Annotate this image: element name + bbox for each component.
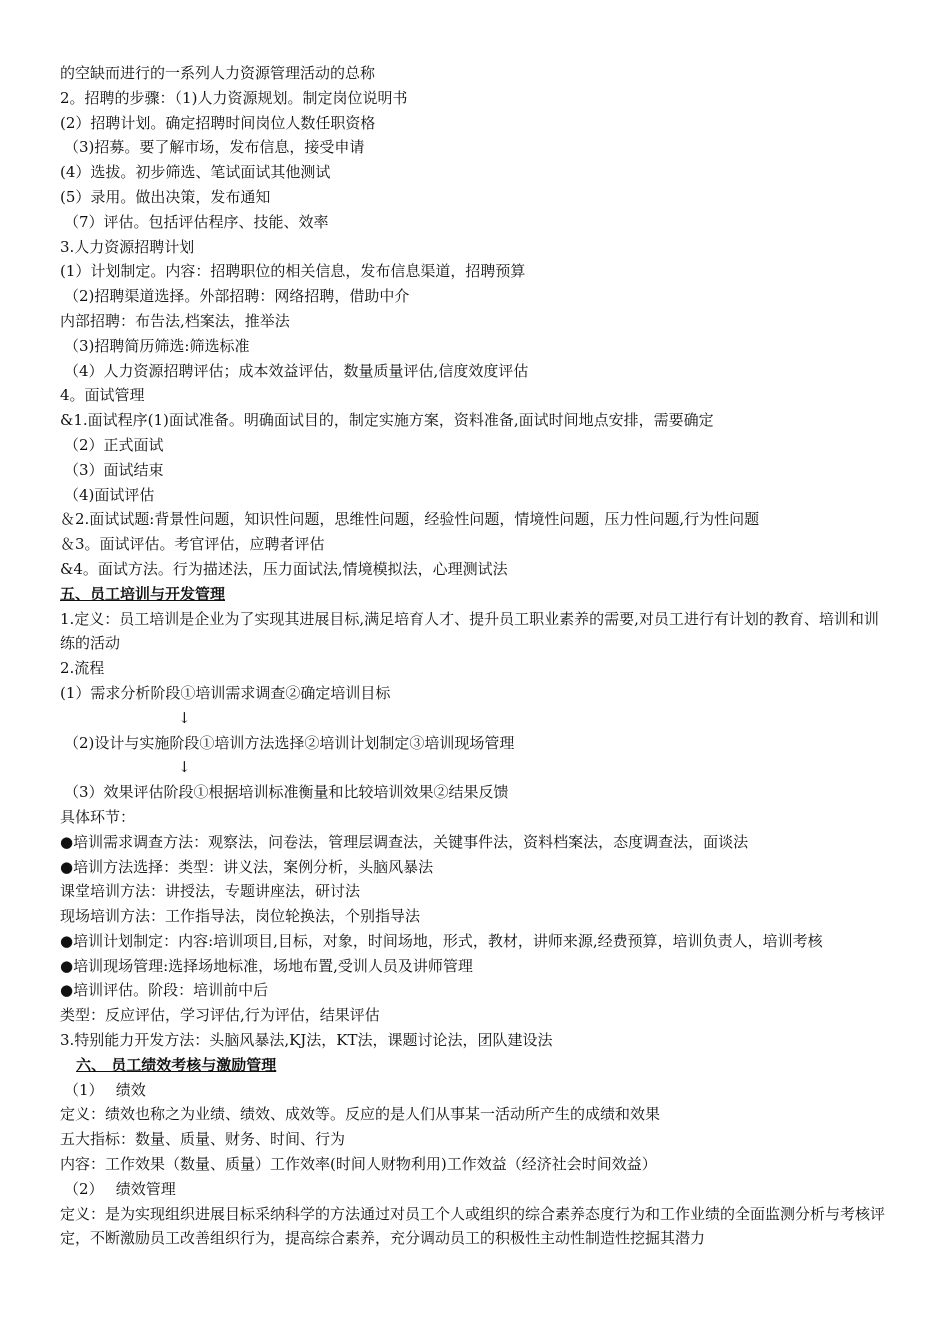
text-line: ＆3。面试评估。考官评估，应聘者评估 bbox=[60, 535, 325, 554]
text-line: （4)面试评估 bbox=[64, 485, 155, 504]
bullet-item: ●培训计划制定：内容:培训项目,目标，对象，时间场地，形式，教材，讲师来源,经费预算，培训负责人，培训考核 bbox=[60, 931, 823, 950]
text-line: 内容：工作效果（数量、质量）工作效率(时间人财物利用)工作效益（经济社会时间效益） bbox=[60, 1155, 657, 1174]
text-line: ＆2.面试试题:背景性问题，知识性问题，思维性问题，经验性问题，情境性问题，压力性问题,行为性问题 bbox=[60, 510, 760, 529]
text-paragraph: 定义：是为实现组织进展目标采纳科学的方法通过对员工个人或组织的综合素养态度行为和工作业绩的全面监测分析与考核评定，不断激励员工改善组织行为，提高综合素养，充分调动员工的积极性主动性制造性挖掘其潜力 bbox=[60, 1204, 886, 1248]
text-line: (1）计划制定。内容：招聘职位的相关信息，发布信息渠道，招聘预算 bbox=[60, 262, 526, 281]
bullet-item: ●培训现场管理:选择场地标准，场地布置,受训人员及讲师管理 bbox=[60, 956, 473, 975]
bullet-item: ●培训评估。阶段：培训前中后 bbox=[60, 981, 269, 1000]
text-line: &4。面试方法。行为描述法，压力面试法,情境模拟法，心理测试法 bbox=[60, 559, 508, 578]
text-line: （2）正式面试 bbox=[64, 435, 164, 454]
text-line: 内部招聘：布告法,档案法，推举法 bbox=[60, 311, 290, 330]
text-line: (1）需求分析阶段①培训需求调查②确定培训目标 bbox=[60, 683, 391, 702]
text-line: （7）评估。包括评估程序、技能、效率 bbox=[64, 212, 329, 231]
text-line: （4）人力资源招聘评估；成本效益评估，数量质量评估,信度效度评估 bbox=[64, 361, 529, 380]
text-line: (2）招聘计划。确定招聘时间岗位人数任职资格 bbox=[60, 113, 376, 132]
document-body bbox=[60, 61, 892, 1251]
text-line: （3)招聘简历筛选:筛选标准 bbox=[64, 336, 250, 355]
text-line: 2.流程 bbox=[60, 659, 105, 678]
text-line: 定义：绩效也称之为业绩、绩效、成效等。反应的是人们从事某一活动所产生的成绩和效果 bbox=[60, 1105, 661, 1124]
text-line: 现场培训方法：工作指导法，岗位轮换法，个别指导法 bbox=[60, 907, 421, 926]
text-line: （2)设计与实施阶段①培训方法选择②培训计划制定③培训现场管理 bbox=[64, 733, 515, 752]
section-heading-training: 五、员工培训与开发管理 bbox=[60, 584, 226, 603]
text-line: （3）面试结束 bbox=[64, 460, 164, 479]
text-line: 的空缺而进行的一系列人力资源管理活动的总称 bbox=[60, 64, 376, 82]
text-line: (4）选拔。初步筛选、笔试面试其他测试 bbox=[60, 163, 331, 182]
bullet-item: ●培训方法选择：类型：讲义法，案例分析，头脑风暴法 bbox=[60, 857, 434, 876]
text-line: （2)招聘渠道选择。外部招聘：网络招聘，借助中介 bbox=[64, 287, 410, 306]
text-line: 课堂培训方法：讲授法，专题讲座法，研讨法 bbox=[60, 882, 361, 901]
text-line: 类型：反应评估，学习评估,行为评估，结果评估 bbox=[60, 1006, 380, 1025]
text-line: （1） 绩效 bbox=[64, 1080, 146, 1099]
text-line: （3)招募。要了解市场，发布信息，接受申请 bbox=[64, 138, 365, 157]
text-line: &1.面试程序(1)面试准备。明确面试目的，制定实施方案，资料准备,面试时间地点安排，需要确定 bbox=[60, 411, 714, 430]
down-arrow-icon: ↓ bbox=[178, 758, 191, 777]
text-line: 3.人力资源招聘计划 bbox=[60, 237, 195, 256]
text-line: （3）效果评估阶段①根据培训标准衡量和比较培训效果②结果反馈 bbox=[64, 783, 509, 802]
text-line: 2。招聘的步骤：（1)人力资源规划。制定岗位说明书 bbox=[60, 88, 408, 107]
text-line: (5）录用。做出决策，发布通知 bbox=[60, 187, 271, 206]
down-arrow-icon: ↓ bbox=[178, 708, 191, 727]
text-line: （2） 绩效管理 bbox=[64, 1179, 176, 1198]
text-line: 具体环节： bbox=[60, 807, 136, 826]
section-heading-performance: 六、 员工绩效考核与激励管理 bbox=[76, 1055, 277, 1074]
text-line: 4。面试管理 bbox=[60, 386, 145, 405]
text-paragraph: 1.定义：员工培训是企业为了实现其进展目标,满足培育人才、提升员工职业素养的需要,对员工进行有计划的教育、培训和训练的活动 bbox=[60, 609, 879, 653]
text-line: 3.特别能力开发方法：头脑风暴法,KJ法，KT法，课题讨论法，团队建设法 bbox=[60, 1031, 553, 1050]
text-line: 五大指标：数量、质量、财务、时间、行为 bbox=[60, 1130, 346, 1149]
bullet-item: ●培训需求调查方法：观察法，问卷法，管理层调查法，关键事件法，资料档案法，态度调查法，面谈法 bbox=[60, 832, 749, 851]
